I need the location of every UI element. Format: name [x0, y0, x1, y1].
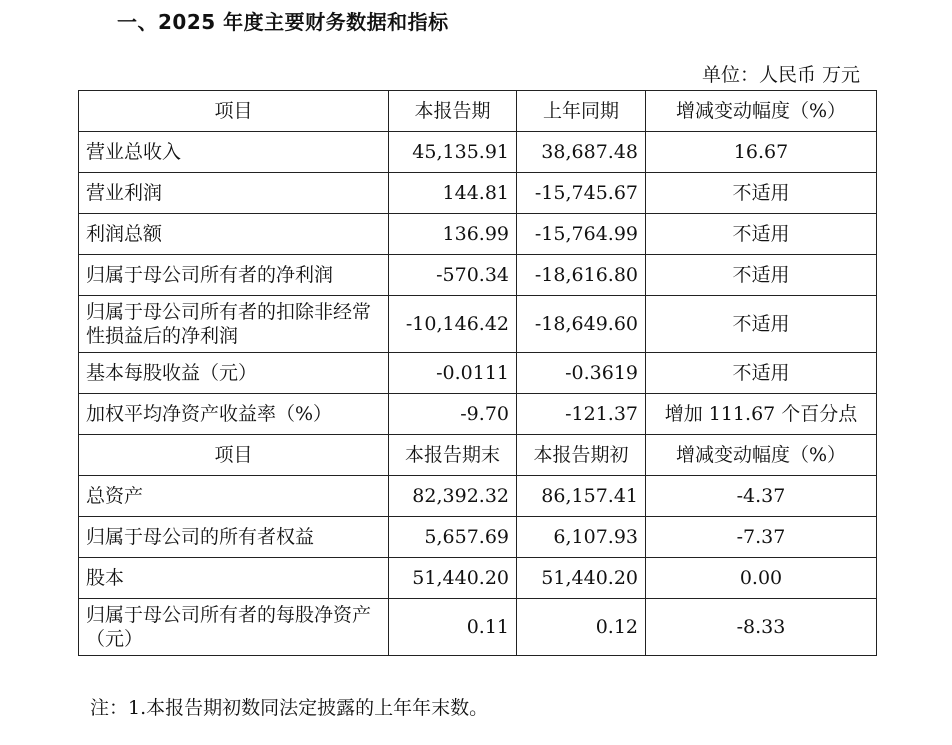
table-row — [79, 476, 877, 517]
change-value: 增加 111.67 个百分点 — [646, 394, 877, 435]
row-label: 利润总额 — [79, 214, 389, 255]
period-start-value: 0.12 — [517, 599, 646, 656]
row-label: 归属于母公司的所有者权益 — [79, 517, 389, 558]
table-row — [79, 173, 877, 214]
table-row — [79, 394, 877, 435]
col-header-period-start: 本报告期初 — [517, 435, 646, 476]
change-value: 不适用 — [646, 296, 877, 353]
change-value: 16.67 — [646, 132, 877, 173]
period-end-value: 82,392.32 — [389, 476, 517, 517]
unit-label: 单位：人民币 万元 — [701, 64, 860, 86]
change-value: -7.37 — [646, 517, 877, 558]
period-end-value: 5,657.69 — [389, 517, 517, 558]
row-label: 总资产 — [79, 476, 389, 517]
prior-value: -15,764.99 — [517, 214, 646, 255]
period-start-value: 6,107.93 — [517, 517, 646, 558]
col-header-current-period: 本报告期 — [389, 91, 517, 132]
prior-value: -0.3619 — [517, 353, 646, 394]
current-value: 136.99 — [389, 214, 517, 255]
row-label: 股本 — [79, 558, 389, 599]
table-row — [79, 255, 877, 296]
row-label: 归属于母公司所有者的净利润 — [79, 255, 389, 296]
current-value: -10,146.42 — [389, 296, 517, 353]
footnote: 注：1.本报告期初数同法定披露的上年年末数。 — [90, 697, 489, 719]
row-label: 归属于母公司所有者的每股净资产（元） — [79, 599, 389, 656]
current-value: -0.0111 — [389, 353, 517, 394]
change-value: 不适用 — [646, 214, 877, 255]
table-row — [79, 296, 877, 353]
row-label: 加权平均净资产收益率（%） — [79, 394, 389, 435]
row-label: 营业利润 — [79, 173, 389, 214]
section-heading: 一、2025 年度主要财务数据和指标 — [117, 10, 449, 34]
col-header-item: 项目 — [79, 91, 389, 132]
period-start-value: 51,440.20 — [517, 558, 646, 599]
prior-value: -121.37 — [517, 394, 646, 435]
current-value: 45,135.91 — [389, 132, 517, 173]
change-value: -4.37 — [646, 476, 877, 517]
table-row — [79, 517, 877, 558]
period-start-value: 86,157.41 — [517, 476, 646, 517]
row-label: 基本每股收益（元） — [79, 353, 389, 394]
table-row — [79, 353, 877, 394]
row-label: 营业总收入 — [79, 132, 389, 173]
table-row — [79, 558, 877, 599]
col-header-change-pct: 增减变动幅度（%） — [646, 91, 877, 132]
current-value: -570.34 — [389, 255, 517, 296]
col-header-period-end: 本报告期末 — [389, 435, 517, 476]
row-label: 归属于母公司所有者的扣除非经常性损益后的净利润 — [79, 296, 389, 353]
period-end-value: 0.11 — [389, 599, 517, 656]
period-end-value: 51,440.20 — [389, 558, 517, 599]
col-header-item: 项目 — [79, 435, 389, 476]
col-header-change-pct: 增减变动幅度（%） — [646, 435, 877, 476]
change-value: 不适用 — [646, 173, 877, 214]
change-value: 不适用 — [646, 353, 877, 394]
change-value: -8.33 — [646, 599, 877, 656]
current-value: -9.70 — [389, 394, 517, 435]
table-row — [79, 132, 877, 173]
prior-value: -15,745.67 — [517, 173, 646, 214]
table-row — [79, 214, 877, 255]
prior-value: -18,649.60 — [517, 296, 646, 353]
change-value: 0.00 — [646, 558, 877, 599]
prior-value: -18,616.80 — [517, 255, 646, 296]
table-row — [79, 599, 877, 656]
financial-data-table — [78, 90, 877, 656]
change-value: 不适用 — [646, 255, 877, 296]
table2-header-row — [79, 435, 877, 476]
current-value: 144.81 — [389, 173, 517, 214]
col-header-prior-period: 上年同期 — [517, 91, 646, 132]
prior-value: 38,687.48 — [517, 132, 646, 173]
table1-header-row — [79, 91, 877, 132]
